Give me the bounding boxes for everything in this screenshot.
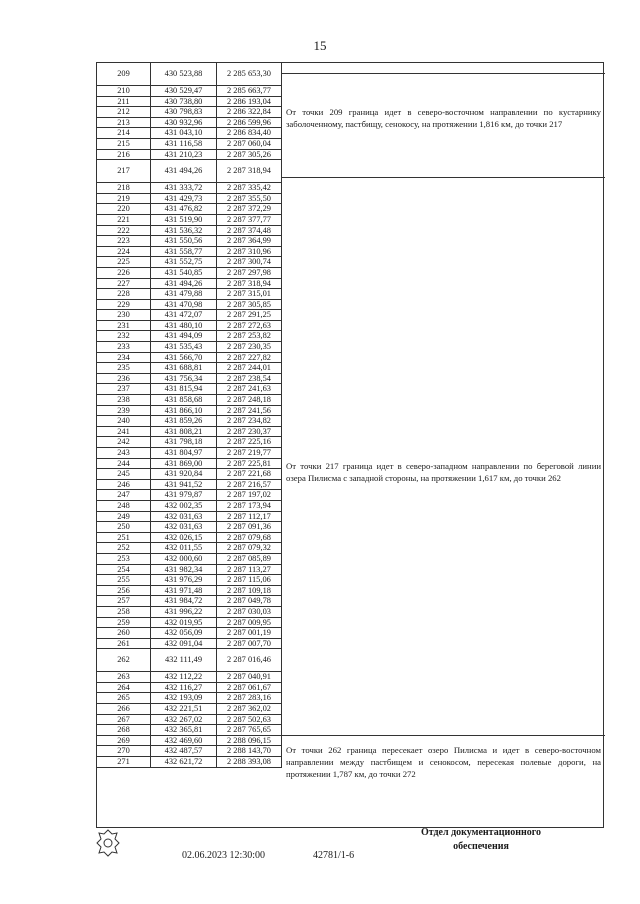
point-number: 216	[97, 150, 151, 160]
table-row	[97, 139, 282, 150]
coord-x: 431 116,58	[151, 139, 217, 149]
description-cell-1	[282, 73, 605, 188]
coord-x: 432 091,04	[151, 639, 217, 649]
coord-y: 2 287 364,99	[217, 236, 282, 246]
table-row	[97, 416, 282, 427]
coord-y: 2 287 219,77	[217, 448, 282, 458]
point-number: 215	[97, 139, 151, 149]
point-number: 212	[97, 107, 151, 117]
coord-y: 2 286 599,96	[217, 118, 282, 128]
table-row	[97, 543, 282, 554]
table-row	[97, 618, 282, 629]
coord-x: 431 976,29	[151, 575, 217, 585]
point-number: 267	[97, 715, 151, 725]
point-number: 220	[97, 204, 151, 214]
table-row	[97, 183, 282, 194]
coord-y: 2 287 310,96	[217, 247, 282, 257]
coord-x: 431 866,10	[151, 406, 217, 416]
coord-y: 2 287 300,74	[217, 257, 282, 267]
table-row	[97, 97, 282, 108]
table-row	[97, 533, 282, 544]
table-row	[97, 236, 282, 247]
stamp-line-1: Отдел документационного	[420, 827, 542, 838]
table-row	[97, 575, 282, 586]
coord-y: 2 287 197,02	[217, 490, 282, 500]
point-number: 223	[97, 236, 151, 246]
point-number: 211	[97, 97, 151, 107]
point-number: 236	[97, 374, 151, 384]
coord-y: 2 287 765,65	[217, 725, 282, 735]
coord-x: 432 031,63	[151, 512, 217, 522]
point-number: 253	[97, 554, 151, 564]
coord-x: 430 798,83	[151, 107, 217, 117]
point-number: 213	[97, 118, 151, 128]
coord-x: 431 536,32	[151, 226, 217, 236]
point-number: 262	[97, 649, 151, 671]
point-number: 250	[97, 522, 151, 532]
coord-y: 2 287 079,32	[217, 543, 282, 553]
coord-x: 431 815,94	[151, 384, 217, 394]
table-row	[97, 437, 282, 448]
coord-y: 2 287 225,81	[217, 459, 282, 469]
coord-x: 432 267,02	[151, 715, 217, 725]
table-row	[97, 480, 282, 491]
coord-y: 2 287 173,94	[217, 501, 282, 511]
point-number: 224	[97, 247, 151, 257]
point-number: 244	[97, 459, 151, 469]
point-number: 260	[97, 628, 151, 638]
coord-y: 2 287 040,91	[217, 672, 282, 682]
department-stamp	[406, 826, 556, 854]
table-row	[97, 607, 282, 618]
coord-y: 2 287 085,89	[217, 554, 282, 564]
point-number: 257	[97, 596, 151, 606]
table-row	[97, 160, 282, 183]
table-row	[97, 353, 282, 364]
coord-x: 431 519,90	[151, 215, 217, 225]
coord-x: 431 859,26	[151, 416, 217, 426]
coord-x: 431 971,48	[151, 586, 217, 596]
table-row	[97, 715, 282, 726]
point-number: 228	[97, 289, 151, 299]
coord-x: 431 688,81	[151, 363, 217, 373]
point-number: 231	[97, 321, 151, 331]
point-number: 242	[97, 437, 151, 447]
point-number: 261	[97, 639, 151, 649]
coord-y: 2 287 374,48	[217, 226, 282, 236]
coord-x: 430 932,96	[151, 118, 217, 128]
coord-x: 431 566,70	[151, 353, 217, 363]
coord-y: 2 287 283,16	[217, 693, 282, 703]
coord-x: 431 540,85	[151, 268, 217, 278]
coord-x: 430 738,80	[151, 97, 217, 107]
coord-y: 2 287 272,63	[217, 321, 282, 331]
coord-x: 431 869,00	[151, 459, 217, 469]
point-number: 234	[97, 353, 151, 363]
point-number: 254	[97, 565, 151, 575]
point-number: 247	[97, 490, 151, 500]
coord-x: 431 804,97	[151, 448, 217, 458]
point-number: 248	[97, 501, 151, 511]
coord-x: 431 043,10	[151, 128, 217, 138]
coord-y: 2 287 238,54	[217, 374, 282, 384]
coord-y: 2 287 241,56	[217, 406, 282, 416]
coord-y: 2 287 001,19	[217, 628, 282, 638]
point-number: 243	[97, 448, 151, 458]
coord-x: 431 996,22	[151, 607, 217, 617]
coord-y: 2 287 007,70	[217, 639, 282, 649]
coord-y: 2 287 113,27	[217, 565, 282, 575]
coord-y: 2 288 393,08	[217, 757, 282, 767]
coord-y: 2 287 009,95	[217, 618, 282, 628]
coord-x: 431 756,34	[151, 374, 217, 384]
coord-y: 2 287 362,02	[217, 704, 282, 714]
table-row	[97, 289, 282, 300]
coord-y: 2 287 291,25	[217, 310, 282, 320]
footer-doc-number: 42781/1-6	[313, 850, 355, 861]
point-number: 246	[97, 480, 151, 490]
point-number: 268	[97, 725, 151, 735]
description-text-2: От точки 217 граница идет в северо-западном направлении по береговой линии озера Пилисма с западной стороны, на протяжении 1,617 км, до точки 262	[286, 461, 601, 483]
point-number: 240	[97, 416, 151, 426]
table-row	[97, 554, 282, 565]
coord-y: 2 287 115,06	[217, 575, 282, 585]
point-number: 233	[97, 342, 151, 352]
coord-x: 431 210,23	[151, 150, 217, 160]
point-number: 249	[97, 512, 151, 522]
table-row	[97, 321, 282, 332]
table-row	[97, 596, 282, 607]
coord-y: 2 287 091,36	[217, 522, 282, 532]
point-number: 210	[97, 86, 151, 96]
coord-x: 431 979,87	[151, 490, 217, 500]
table-row	[97, 279, 282, 290]
coord-y: 2 287 335,42	[217, 183, 282, 193]
table-row	[97, 204, 282, 215]
table-row	[97, 150, 282, 161]
table-row	[97, 374, 282, 385]
coord-x: 430 529,47	[151, 86, 217, 96]
coord-y: 2 287 227,82	[217, 353, 282, 363]
table-row	[97, 522, 282, 533]
coord-x: 432 487,57	[151, 746, 217, 756]
coord-y: 2 287 355,50	[217, 194, 282, 204]
point-number: 219	[97, 194, 151, 204]
table-row	[97, 427, 282, 438]
table-row	[97, 268, 282, 279]
point-number: 255	[97, 575, 151, 585]
coord-y: 2 285 663,77	[217, 86, 282, 96]
table-row	[97, 300, 282, 311]
point-number: 218	[97, 183, 151, 193]
point-number: 225	[97, 257, 151, 267]
point-number: 209	[97, 63, 151, 85]
coord-x: 431 429,73	[151, 194, 217, 204]
coord-y: 2 287 060,04	[217, 139, 282, 149]
coord-x: 432 116,27	[151, 683, 217, 693]
coord-x: 431 476,82	[151, 204, 217, 214]
coord-y: 2 287 216,57	[217, 480, 282, 490]
point-number: 258	[97, 607, 151, 617]
coord-y: 2 286 322,84	[217, 107, 282, 117]
table-row	[97, 469, 282, 480]
point-number: 239	[97, 406, 151, 416]
coord-x: 432 031,63	[151, 522, 217, 532]
coord-y: 2 287 318,94	[217, 279, 282, 289]
coord-x: 432 193,09	[151, 693, 217, 703]
coord-x: 432 026,15	[151, 533, 217, 543]
coord-y: 2 287 315,01	[217, 289, 282, 299]
point-number: 222	[97, 226, 151, 236]
point-number: 227	[97, 279, 151, 289]
coord-x: 431 480,10	[151, 321, 217, 331]
coord-x: 431 941,52	[151, 480, 217, 490]
coat-of-arms-icon	[95, 828, 121, 858]
coord-x: 431 982,34	[151, 565, 217, 575]
table-row	[97, 459, 282, 470]
coord-y: 2 287 244,01	[217, 363, 282, 373]
point-number: 265	[97, 693, 151, 703]
coord-y: 2 287 016,46	[217, 649, 282, 671]
table-row	[97, 406, 282, 417]
coord-y: 2 287 030,03	[217, 607, 282, 617]
description-text-3: От точки 262 граница пересекает озеро Пилисма и идет в северо-восточном направлении между пастбищем и сенокосом, пересекая полевые дороги, на протяжении 1,787 км, до точки 272	[286, 745, 601, 779]
point-number: 259	[97, 618, 151, 628]
table-row	[97, 395, 282, 406]
description-text-1: От точки 209 граница идет в северо-восточном направлении по кустарнику заболоченному, пастбищу, сенокосу, на протяжении 1,816 км, до точки 217	[286, 107, 601, 129]
coord-y: 2 287 061,67	[217, 683, 282, 693]
coord-x: 431 494,09	[151, 331, 217, 341]
coord-y: 2 287 049,78	[217, 596, 282, 606]
table-row	[97, 194, 282, 205]
description-cell-2	[282, 177, 605, 703]
table-row	[97, 226, 282, 237]
coord-x: 432 469,60	[151, 736, 217, 746]
point-number: 263	[97, 672, 151, 682]
point-number: 264	[97, 683, 151, 693]
table-row	[97, 247, 282, 258]
coord-y: 2 287 225,16	[217, 437, 282, 447]
point-number: 229	[97, 300, 151, 310]
table-row	[97, 746, 282, 757]
coord-x: 431 552,75	[151, 257, 217, 267]
table-row	[97, 704, 282, 715]
coord-x: 432 112,22	[151, 672, 217, 682]
point-number: 251	[97, 533, 151, 543]
point-number: 221	[97, 215, 151, 225]
table-row	[97, 586, 282, 597]
coord-x: 430 523,88	[151, 63, 217, 85]
coord-x: 432 111,49	[151, 649, 217, 671]
coord-x: 431 798,18	[151, 437, 217, 447]
point-number: 230	[97, 310, 151, 320]
coord-y: 2 286 834,40	[217, 128, 282, 138]
point-number: 217	[97, 160, 151, 182]
table-row	[97, 342, 282, 353]
table-row	[97, 118, 282, 129]
coord-y: 2 287 248,18	[217, 395, 282, 405]
points-list	[97, 63, 282, 768]
point-number: 241	[97, 427, 151, 437]
coord-y: 2 287 318,94	[217, 160, 282, 182]
table-row	[97, 331, 282, 342]
coord-x: 431 535,43	[151, 342, 217, 352]
coord-y: 2 287 305,26	[217, 150, 282, 160]
table-row	[97, 649, 282, 672]
point-number: 256	[97, 586, 151, 596]
coord-y: 2 287 502,63	[217, 715, 282, 725]
coord-y: 2 287 112,17	[217, 512, 282, 522]
coord-x: 432 002,35	[151, 501, 217, 511]
table-row	[97, 215, 282, 226]
coord-y: 2 287 234,82	[217, 416, 282, 426]
table-row	[97, 501, 282, 512]
page-number: 15	[313, 38, 327, 53]
table-row	[97, 736, 282, 747]
point-number: 252	[97, 543, 151, 553]
coord-y: 2 287 253,82	[217, 331, 282, 341]
coord-y: 2 287 109,18	[217, 586, 282, 596]
coord-x: 431 494,26	[151, 279, 217, 289]
coord-x: 431 920,84	[151, 469, 217, 479]
table-row	[97, 490, 282, 501]
coord-y: 2 287 305,85	[217, 300, 282, 310]
table-row	[97, 86, 282, 97]
coord-y: 2 288 143,70	[217, 746, 282, 756]
table-row	[97, 693, 282, 704]
point-number: 271	[97, 757, 151, 767]
coord-y: 2 287 230,37	[217, 427, 282, 437]
table-row	[97, 757, 282, 768]
coord-y: 2 288 096,15	[217, 736, 282, 746]
coord-y: 2 287 241,63	[217, 384, 282, 394]
point-number: 237	[97, 384, 151, 394]
point-number: 232	[97, 331, 151, 341]
table-row	[97, 310, 282, 321]
coord-x: 432 221,51	[151, 704, 217, 714]
coord-y: 2 286 193,04	[217, 97, 282, 107]
coord-x: 431 333,72	[151, 183, 217, 193]
coord-y: 2 287 377,77	[217, 215, 282, 225]
coord-x: 432 056,09	[151, 628, 217, 638]
table-row	[97, 128, 282, 139]
table-row	[97, 628, 282, 639]
table-row	[97, 63, 282, 86]
coord-x: 432 621,72	[151, 757, 217, 767]
point-number: 238	[97, 395, 151, 405]
point-number: 270	[97, 746, 151, 756]
coord-x: 432 365,81	[151, 725, 217, 735]
point-number: 214	[97, 128, 151, 138]
coord-x: 431 984,72	[151, 596, 217, 606]
point-number: 266	[97, 704, 151, 714]
coord-x: 431 808,21	[151, 427, 217, 437]
description-cell-3	[282, 735, 605, 829]
coord-x: 432 011,55	[151, 543, 217, 553]
coord-x: 431 550,56	[151, 236, 217, 246]
point-number: 235	[97, 363, 151, 373]
coordinates-table	[96, 62, 604, 828]
table-row	[97, 257, 282, 268]
table-row	[97, 107, 282, 118]
coord-y: 2 287 297,98	[217, 268, 282, 278]
coord-x: 431 494,26	[151, 160, 217, 182]
coord-x: 431 858,68	[151, 395, 217, 405]
point-number: 245	[97, 469, 151, 479]
table-row	[97, 639, 282, 650]
coord-y: 2 285 653,30	[217, 63, 282, 85]
coord-x: 431 472,07	[151, 310, 217, 320]
stamp-line-2: обеспечения	[453, 841, 509, 852]
table-row	[97, 384, 282, 395]
point-number: 269	[97, 736, 151, 746]
coord-x: 431 558,77	[151, 247, 217, 257]
coord-x: 431 479,88	[151, 289, 217, 299]
table-row	[97, 363, 282, 374]
table-row	[97, 683, 282, 694]
table-row	[97, 672, 282, 683]
coord-y: 2 287 079,68	[217, 533, 282, 543]
coord-x: 431 470,98	[151, 300, 217, 310]
coord-x: 432 000,60	[151, 554, 217, 564]
table-row	[97, 448, 282, 459]
coord-y: 2 287 372,29	[217, 204, 282, 214]
coord-y: 2 287 230,35	[217, 342, 282, 352]
footer-date: 02.06.2023 12:30:00	[182, 850, 266, 861]
table-row	[97, 725, 282, 736]
point-number: 226	[97, 268, 151, 278]
coord-x: 432 019,95	[151, 618, 217, 628]
table-row	[97, 512, 282, 523]
table-row	[97, 565, 282, 576]
coord-y: 2 287 221,68	[217, 469, 282, 479]
